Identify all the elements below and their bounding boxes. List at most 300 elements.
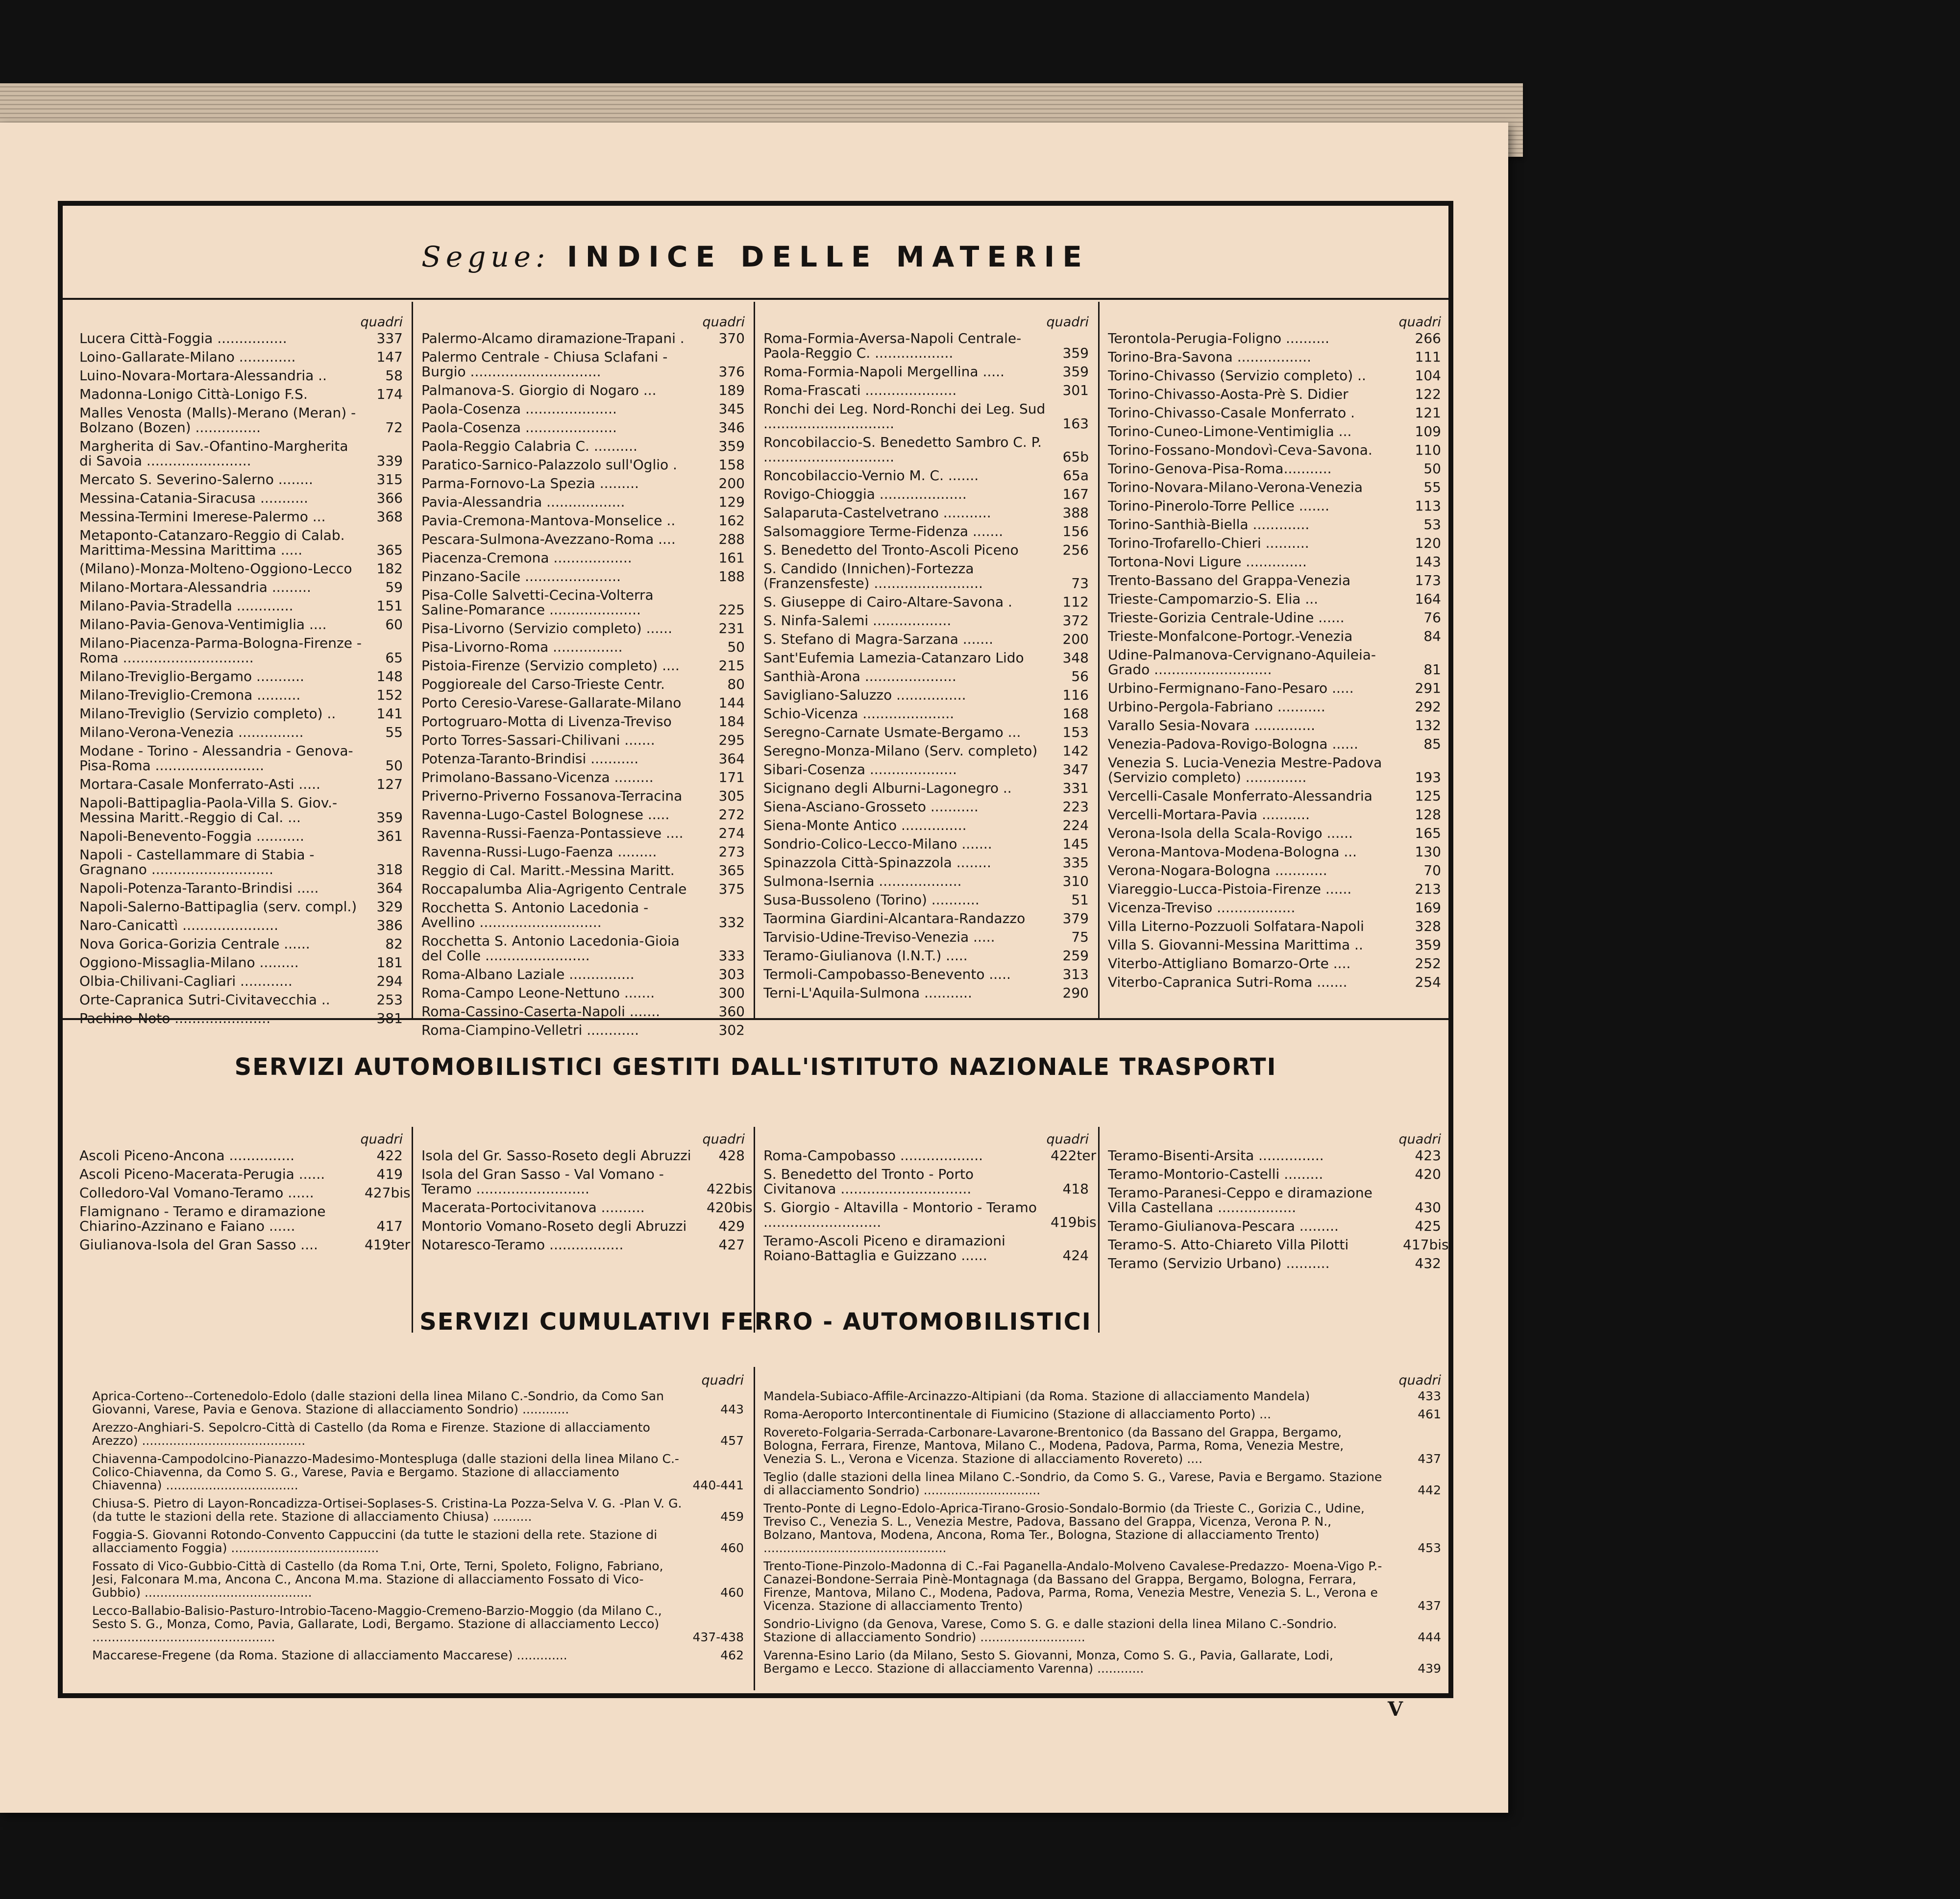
index-entry bbox=[763, 986, 1089, 1000]
cum-entry bbox=[763, 1649, 1441, 1675]
ist-entry bbox=[1108, 1237, 1449, 1253]
entry-route: Pescara-Sulmona-Avezzano-Roma .... bbox=[421, 532, 676, 547]
entry-route: Isola del Gr. Sasso-Roseto degli Abruzzi bbox=[421, 1148, 691, 1163]
index-entry bbox=[763, 632, 1089, 647]
entry-route: Varenna-Esino Lario (da Milano, Sesto S. Giovanni, Monza, Como S. G., Pavia, Gallarate, Lodi, Bergamo e Lecco. Stazione di allacciamento Varenna) ............ bbox=[763, 1649, 1333, 1675]
index-entry bbox=[1108, 737, 1441, 752]
entry-route: Milano-Treviglio-Bergamo ........... bbox=[79, 669, 304, 684]
index-entry bbox=[421, 350, 745, 379]
entry-route: S. Ninfa-Salemi .................. bbox=[763, 613, 952, 628]
entry-quadro-number: 59 bbox=[385, 579, 403, 595]
index-entry-column bbox=[79, 314, 403, 1030]
quadri-header: quadri bbox=[1046, 1132, 1089, 1147]
entry-route: S. Stefano di Magra-Sarzana ....... bbox=[763, 632, 994, 647]
entry-quadro-number: 125 bbox=[1415, 788, 1441, 804]
entry-route: Rocchetta S. Antonio Lacedonia - Avellino ............................ bbox=[421, 901, 649, 930]
index-entry bbox=[1108, 789, 1441, 803]
entry-quadro-number: 440-441 bbox=[692, 1478, 744, 1492]
entry-route: Mercato S. Severino-Salerno ........ bbox=[79, 472, 313, 487]
entry-quadro-number: 305 bbox=[718, 788, 745, 804]
entry-quadro-number: 375 bbox=[718, 881, 745, 897]
index-entry bbox=[763, 855, 1089, 870]
page-heading bbox=[63, 240, 1448, 273]
entry-route: Roma-Campobasso ................... bbox=[763, 1148, 983, 1163]
entry-route: Trieste-Campomarzio-S. Elia ... bbox=[1108, 592, 1319, 607]
entry-quadro-number: 294 bbox=[376, 973, 403, 989]
entry-route: Trieste-Gorizia Centrale-Udine ...... bbox=[1108, 610, 1345, 625]
entry-quadro-number: 432 bbox=[1415, 1255, 1441, 1271]
index-entry bbox=[1108, 629, 1441, 644]
entry-quadro-number: 381 bbox=[376, 1010, 403, 1026]
entry-route: Trento-Tione-Pinzolo-Madonna di C.-Fai Paganella-Andalo-Molveno Cavalese-Predazzo- Moena-Vigo P.-Canazei-Bondone-Serraia Pinè-Montagnaga (da Bassano del Grappa, Bergamo, Bologna, Ferrara, Firenze, Mantova, Milano C., Modena, Padova, Parma, Roma, Venezia Mestre, Venezia S. L., Verona e Vicenza. Stazione di allacciamento Trento) bbox=[763, 1559, 1382, 1612]
entry-route: Villa Literno-Pozzuoli Solfatara-Napoli bbox=[1108, 919, 1364, 934]
entry-route: Flamignano - Teramo e diramazione Chiarino-Azzinano e Faiano ...... bbox=[79, 1204, 326, 1234]
index-entry bbox=[79, 937, 403, 951]
index-entry bbox=[79, 725, 403, 740]
quadri-header: quadri bbox=[702, 315, 745, 330]
quadri-header: quadri bbox=[1398, 315, 1441, 330]
entry-quadro-number: 332 bbox=[718, 914, 745, 930]
entry-route: Vercelli-Mortara-Pavia ........... bbox=[1108, 807, 1310, 822]
entry-quadro-number: 419 bbox=[376, 1166, 403, 1182]
entry-quadro-number: 453 bbox=[1418, 1541, 1441, 1555]
entry-route: Teramo-Giulianova (I.N.T.) ..... bbox=[763, 949, 968, 963]
heading-title: INDICE DELLE MATERIE bbox=[566, 240, 1090, 273]
entry-quadro-number: 419ter bbox=[365, 1237, 411, 1253]
entry-route: Metaponto-Catanzaro-Reggio di Calab. Marittima-Messina Marittima ..... bbox=[79, 528, 345, 558]
index-entry bbox=[79, 688, 403, 703]
ist-entry bbox=[763, 1167, 1089, 1196]
entry-quadro-number: 359 bbox=[1062, 345, 1089, 361]
ist-entry bbox=[1108, 1148, 1441, 1163]
cum-entry bbox=[763, 1408, 1441, 1421]
quadri-header: quadri bbox=[1398, 1132, 1441, 1147]
entry-quadro-number: 141 bbox=[376, 706, 403, 722]
entry-quadro-number: 437 bbox=[1418, 1599, 1441, 1613]
entry-quadro-number: 427bis bbox=[365, 1185, 411, 1201]
entry-route: Roma-Albano Laziale ............... bbox=[421, 967, 635, 982]
entry-quadro-number: 152 bbox=[376, 687, 403, 703]
entry-quadro-number: 173 bbox=[1415, 572, 1441, 588]
quadri-header: quadri bbox=[360, 1132, 403, 1147]
entry-route: Colledoro-Val Vomano-Teramo ...... bbox=[79, 1186, 314, 1200]
entry-quadro-number: 459 bbox=[720, 1509, 744, 1524]
entry-quadro-number: 215 bbox=[718, 657, 745, 674]
entry-quadro-number: 128 bbox=[1415, 806, 1441, 823]
index-entry bbox=[79, 744, 403, 773]
entry-quadro-number: 328 bbox=[1415, 918, 1441, 934]
entry-quadro-number: 165 bbox=[1415, 825, 1441, 841]
index-entry bbox=[1108, 592, 1441, 607]
entry-route: Pisa-Livorno-Roma ................ bbox=[421, 640, 623, 655]
index-entry bbox=[1108, 536, 1441, 551]
entry-route: Potenza-Taranto-Brindisi ........... bbox=[421, 752, 639, 766]
entry-route: Porto Ceresio-Varese-Gallarate-Milano bbox=[421, 696, 682, 710]
entry-route: Nova Gorica-Gorizia Centrale ...... bbox=[79, 937, 310, 951]
entry-quadro-number: 368 bbox=[376, 509, 403, 525]
index-entry bbox=[1108, 845, 1441, 859]
entry-route: Mortara-Casale Monferrato-Asti ..... bbox=[79, 777, 320, 792]
entry-quadro-number: 420 bbox=[1415, 1166, 1441, 1182]
index-entry bbox=[421, 696, 745, 710]
entry-quadro-number: 301 bbox=[1062, 382, 1089, 398]
index-entry bbox=[421, 495, 745, 510]
entry-quadro-number: 419bis bbox=[1051, 1214, 1097, 1230]
entry-route: Ascoli Piceno-Macerata-Perugia ...... bbox=[79, 1167, 325, 1182]
index-entry bbox=[1108, 610, 1441, 625]
index-entry bbox=[763, 506, 1089, 520]
column-divider bbox=[754, 1367, 755, 1690]
index-entry bbox=[763, 468, 1089, 483]
entry-route: Ascoli Piceno-Ancona ............... bbox=[79, 1148, 295, 1163]
ist-entry-column bbox=[421, 1131, 753, 1256]
entry-quadro-number: 116 bbox=[1062, 687, 1089, 703]
entry-route: Ravenna-Russi-Lugo-Faenza ......... bbox=[421, 845, 657, 859]
ist-section-title: SERVIZI AUTOMOBILISTICI GESTITI DALL'ISTITUTO NAZIONALE TRASPORTI bbox=[234, 1053, 1277, 1081]
entry-route: Torino-Santhià-Biella ............. bbox=[1108, 517, 1310, 532]
entry-quadro-number: 288 bbox=[718, 531, 745, 547]
entry-quadro-number: 359 bbox=[1062, 364, 1089, 380]
entry-quadro-number: 359 bbox=[718, 438, 745, 454]
ist-entry bbox=[421, 1167, 753, 1197]
ist-entry bbox=[421, 1219, 745, 1234]
entry-quadro-number: 313 bbox=[1062, 966, 1089, 982]
index-entry bbox=[763, 651, 1089, 665]
index-entry bbox=[763, 543, 1089, 558]
cum-entry bbox=[763, 1617, 1441, 1644]
entry-quadro-number: 104 bbox=[1415, 367, 1441, 384]
entry-route: Napoli-Potenza-Taranto-Brindisi ..... bbox=[79, 881, 319, 896]
entry-quadro-number: 274 bbox=[718, 825, 745, 841]
entry-quadro-number: 386 bbox=[376, 917, 403, 933]
entry-route: Salaparuta-Castelvetrano ........... bbox=[763, 506, 991, 520]
entry-route: Teramo-Ascoli Piceno e diramazioni Roiano-Battaglia e Guizzano ...... bbox=[763, 1234, 1005, 1263]
index-entry bbox=[421, 986, 745, 1000]
index-entry bbox=[421, 733, 745, 748]
entry-quadro-number: 462 bbox=[720, 1648, 744, 1662]
cum-entry bbox=[92, 1497, 744, 1523]
entry-quadro-number: 200 bbox=[1062, 631, 1089, 647]
entry-route: Notaresco-Teramo ................. bbox=[421, 1238, 624, 1252]
index-entry bbox=[79, 580, 403, 595]
entry-quadro-number: 153 bbox=[1062, 724, 1089, 740]
entry-route: Oggiono-Missaglia-Milano ......... bbox=[79, 955, 299, 970]
entry-route: Fossato di Vico-Gubbio-Città di Castello (da Roma T.ni, Orte, Terni, Spoleto, Foligno, Fabriano, Jesi, Falconara M.ma, Ancona C., Ancona M.ma. Stazione di allacciamento Fossato di Vico-Gubbio) ........................................... bbox=[92, 1559, 663, 1599]
index-entry-column bbox=[421, 314, 745, 1042]
index-entry bbox=[1108, 480, 1441, 495]
entry-quadro-number: 80 bbox=[727, 676, 745, 692]
index-entry bbox=[79, 881, 403, 896]
index-entry bbox=[79, 617, 403, 632]
entry-route: Roma-Formia-Napoli Mergellina ..... bbox=[763, 365, 1004, 379]
entry-route: Milano-Treviglio (Servizio completo) .. bbox=[79, 706, 336, 721]
index-entry bbox=[1108, 517, 1441, 532]
index-entry bbox=[421, 901, 745, 930]
heading-prefix: Segue: bbox=[421, 240, 550, 273]
entry-quadro-number: 161 bbox=[718, 550, 745, 566]
entry-quadro-number: 56 bbox=[1071, 668, 1089, 684]
index-entry bbox=[763, 435, 1089, 464]
entry-quadro-number: 291 bbox=[1415, 680, 1441, 696]
entry-route: Margherita di Sav.-Ofantino-Margherita di Savoia ........................ bbox=[79, 439, 348, 468]
index-entry bbox=[421, 934, 745, 963]
entry-quadro-number: 365 bbox=[376, 542, 403, 558]
index-entry bbox=[1108, 648, 1441, 677]
index-entry bbox=[763, 874, 1089, 889]
entry-quadro-number: 65b bbox=[1062, 449, 1089, 465]
entry-route: Sicignano degli Alburni-Lagonegro .. bbox=[763, 781, 1012, 796]
entry-quadro-number: 256 bbox=[1062, 542, 1089, 558]
entry-quadro-number: 112 bbox=[1062, 594, 1089, 610]
index-entry bbox=[763, 383, 1089, 398]
index-entry bbox=[421, 967, 745, 982]
entry-quadro-number: 376 bbox=[718, 364, 745, 380]
entry-quadro-number: 223 bbox=[1062, 799, 1089, 815]
entry-route: Paola-Cosenza ..................... bbox=[421, 420, 617, 435]
index-entry bbox=[79, 848, 403, 877]
entry-route: Susa-Bussoleno (Torino) ........... bbox=[763, 893, 980, 907]
entry-route: Paola-Reggio Calabria C. .......... bbox=[421, 439, 637, 454]
entry-quadro-number: 442 bbox=[1418, 1483, 1441, 1497]
index-entry bbox=[1108, 331, 1441, 346]
entry-quadro-number: 65 bbox=[385, 650, 403, 666]
entry-route: Isola del Gran Sasso - Val Vomano - Teramo .......................... bbox=[421, 1167, 664, 1196]
entry-route: Malles Venosta (Malls)-Merano (Meran) -Bolzano (Bozen) ............... bbox=[79, 406, 356, 435]
quadri-header: quadri bbox=[360, 315, 403, 330]
entry-route: Sant'Eufemia Lamezia-Catanzaro Lido bbox=[763, 651, 1024, 665]
entry-route: Maccarese-Fregene (da Roma. Stazione di allacciamento Maccarese) ............. bbox=[92, 1649, 567, 1662]
ist-entry bbox=[1108, 1219, 1441, 1234]
entry-quadro-number: 162 bbox=[718, 512, 745, 529]
entry-quadro-number: 437 bbox=[1418, 1452, 1441, 1466]
entry-route: Udine-Palmanova-Cervignano-Aquileia-Grado ........................... bbox=[1108, 648, 1376, 677]
entry-route: Teramo-S. Atto-Chiareto Villa Pilotti bbox=[1108, 1238, 1349, 1252]
index-entry bbox=[421, 458, 745, 472]
column-divider bbox=[412, 1127, 413, 1333]
entry-quadro-number: 429 bbox=[718, 1218, 745, 1234]
entry-route: Trieste-Monfalcone-Portogr.-Venezia bbox=[1108, 629, 1353, 644]
entry-quadro-number: 339 bbox=[376, 453, 403, 469]
index-entry bbox=[421, 383, 745, 398]
entry-route: Roma-Aeroporto Intercontinentale di Fiumicino (Stazione di allacciamento Porto) ... bbox=[763, 1408, 1272, 1421]
entry-quadro-number: 76 bbox=[1423, 609, 1441, 626]
column-divider bbox=[412, 302, 413, 1018]
entry-quadro-number: 420bis bbox=[707, 1199, 753, 1216]
entry-route: Napoli-Benevento-Foggia ........... bbox=[79, 829, 304, 844]
entry-route: Roma-Frascati ..................... bbox=[763, 383, 957, 398]
entry-route: Macerata-Portocivitanova .......... bbox=[421, 1200, 645, 1215]
entry-quadro-number: 346 bbox=[718, 419, 745, 436]
entry-route: Pachino-Noto ...................... bbox=[79, 1011, 271, 1026]
index-entry bbox=[1108, 956, 1441, 971]
entry-quadro-number: 75 bbox=[1071, 929, 1089, 945]
index-entry bbox=[1108, 681, 1441, 696]
index-entry bbox=[1108, 499, 1441, 513]
entry-quadro-number: 72 bbox=[385, 419, 403, 436]
entry-route: Reggio di Cal. Maritt.-Messina Maritt. bbox=[421, 863, 675, 878]
entry-quadro-number: 50 bbox=[385, 757, 403, 774]
ist-entry bbox=[1108, 1167, 1441, 1182]
entry-quadro-number: 181 bbox=[376, 954, 403, 971]
entry-route: Teramo-Bisenti-Arsita ............... bbox=[1108, 1148, 1324, 1163]
entry-quadro-number: 127 bbox=[376, 776, 403, 792]
index-entry bbox=[763, 331, 1089, 361]
entry-route: Milano-Piacenza-Parma-Bologna-Firenze -Roma .............................. bbox=[79, 636, 362, 665]
top-rule bbox=[63, 298, 1448, 300]
index-entry bbox=[1108, 826, 1441, 841]
entry-route: Terontola-Perugia-Foligno .......... bbox=[1108, 331, 1330, 346]
index-entry bbox=[421, 331, 745, 346]
entry-quadro-number: 53 bbox=[1423, 516, 1441, 533]
index-entry bbox=[421, 770, 745, 785]
entry-route: Siena-Asciano-Grosseto ........... bbox=[763, 800, 979, 814]
index-entry bbox=[79, 350, 403, 365]
entry-quadro-number: 156 bbox=[1062, 523, 1089, 539]
entry-route: Roma-Campo Leone-Nettuno ....... bbox=[421, 986, 655, 1000]
entry-quadro-number: 295 bbox=[718, 732, 745, 748]
quadri-header: quadri bbox=[701, 1373, 744, 1388]
index-entry bbox=[763, 781, 1089, 796]
entry-quadro-number: 50 bbox=[727, 639, 745, 655]
entry-quadro-number: 425 bbox=[1415, 1218, 1441, 1234]
cum-entry bbox=[92, 1604, 744, 1644]
entry-quadro-number: 379 bbox=[1062, 910, 1089, 926]
entry-quadro-number: 290 bbox=[1062, 985, 1089, 1001]
index-entry bbox=[79, 561, 403, 576]
ist-entry bbox=[79, 1237, 411, 1253]
entry-quadro-number: 430 bbox=[1415, 1199, 1441, 1216]
index-entry bbox=[763, 402, 1089, 431]
index-entry bbox=[79, 636, 403, 665]
middle-rule bbox=[63, 1018, 1448, 1020]
index-entry bbox=[1108, 863, 1441, 878]
entry-route: Rovigo-Chioggia .................... bbox=[763, 487, 967, 502]
entry-route: Naro-Canicattì ...................... bbox=[79, 918, 278, 933]
index-entry bbox=[763, 800, 1089, 814]
cum-entry bbox=[92, 1389, 744, 1416]
index-entry bbox=[763, 595, 1089, 609]
entry-quadro-number: 461 bbox=[1418, 1407, 1441, 1421]
entry-quadro-number: 182 bbox=[376, 560, 403, 577]
index-entry bbox=[1108, 700, 1441, 714]
entry-quadro-number: 273 bbox=[718, 844, 745, 860]
entry-route: Ronchi dei Leg. Nord-Ronchi dei Leg. Sud .............................. bbox=[763, 402, 1046, 431]
entry-quadro-number: 129 bbox=[718, 494, 745, 510]
entry-quadro-number: 460 bbox=[720, 1541, 744, 1555]
entry-route: Roma-Formia-Aversa-Napoli Centrale- Paola-Reggio C. .................. bbox=[763, 331, 1022, 361]
index-entry bbox=[421, 826, 745, 841]
entry-route: Torino-Pinerolo-Torre Pellice ....... bbox=[1108, 499, 1330, 513]
entry-route: Teramo (Servizio Urbano) .......... bbox=[1108, 1256, 1330, 1271]
entry-route: Roncobilaccio-Vernio M. C. ....... bbox=[763, 468, 979, 483]
index-entry bbox=[421, 439, 745, 454]
index-entry bbox=[763, 762, 1089, 777]
entry-quadro-number: 58 bbox=[385, 367, 403, 384]
entry-quadro-number: 225 bbox=[718, 602, 745, 618]
cum-entry bbox=[92, 1528, 744, 1555]
cum-entry-column bbox=[763, 1372, 1441, 1680]
index-entry bbox=[763, 967, 1089, 982]
index-entry bbox=[421, 621, 745, 636]
entry-quadro-number: 65a bbox=[1063, 467, 1089, 484]
index-entry bbox=[79, 829, 403, 844]
entry-route: Viterbo-Attigliano Bomarzo-Orte .... bbox=[1108, 956, 1351, 971]
index-entry bbox=[79, 777, 403, 792]
index-entry bbox=[1108, 573, 1441, 588]
index-entry bbox=[79, 900, 403, 914]
entry-route: Viareggio-Lucca-Pistoia-Firenze ...... bbox=[1108, 882, 1352, 897]
index-entry bbox=[763, 524, 1089, 539]
entry-route: Milano-Treviglio-Cremona .......... bbox=[79, 688, 301, 703]
index-entry bbox=[763, 561, 1089, 591]
entry-quadro-number: 55 bbox=[1423, 479, 1441, 495]
column-divider bbox=[1098, 1127, 1100, 1333]
entry-quadro-number: 292 bbox=[1415, 699, 1441, 715]
index-entry bbox=[763, 949, 1089, 963]
entry-route: Sibari-Cosenza .................... bbox=[763, 762, 957, 777]
entry-route: S. Benedetto del Tronto-Ascoli Piceno bbox=[763, 543, 1019, 558]
entry-route: Palmanova-S. Giorgio di Nogaro ... bbox=[421, 383, 657, 398]
entry-quadro-number: 423 bbox=[1415, 1147, 1441, 1164]
index-entry bbox=[421, 714, 745, 729]
entry-route: Pinzano-Sacile ...................... bbox=[421, 569, 621, 584]
entry-quadro-number: 302 bbox=[718, 1022, 745, 1038]
index-entry bbox=[421, 658, 745, 673]
entry-quadro-number: 109 bbox=[1415, 423, 1441, 439]
entry-route: Tortona-Novi Ligure .............. bbox=[1108, 555, 1307, 569]
entry-quadro-number: 361 bbox=[376, 828, 403, 844]
entry-quadro-number: 315 bbox=[376, 471, 403, 487]
entry-route: Primolano-Bassano-Vicenza ......... bbox=[421, 770, 654, 785]
entry-route: Termoli-Campobasso-Benevento ..... bbox=[763, 967, 1011, 982]
index-entry bbox=[421, 640, 745, 655]
entry-route: Milano-Verona-Venezia ............... bbox=[79, 725, 304, 740]
entry-quadro-number: 443 bbox=[720, 1402, 744, 1416]
entry-route: Ravenna-Russi-Faenza-Pontassieve .... bbox=[421, 826, 684, 841]
ist-entry bbox=[763, 1200, 1097, 1230]
entry-route: Luino-Novara-Mortara-Alessandria .. bbox=[79, 368, 327, 383]
index-entry bbox=[421, 513, 745, 528]
entry-quadro-number: 168 bbox=[1062, 706, 1089, 722]
entry-quadro-number: 460 bbox=[720, 1585, 744, 1600]
index-entry bbox=[1108, 387, 1441, 402]
entry-quadro-number: 110 bbox=[1415, 442, 1441, 458]
entry-route: Parma-Fornovo-La Spezia ......... bbox=[421, 476, 639, 491]
entry-route: Piacenza-Cremona .................. bbox=[421, 551, 632, 565]
entry-quadro-number: 121 bbox=[1415, 405, 1441, 421]
entry-quadro-number: 310 bbox=[1062, 873, 1089, 889]
entry-quadro-number: 428 bbox=[718, 1147, 745, 1164]
entry-quadro-number: 300 bbox=[718, 985, 745, 1001]
entry-quadro-number: 130 bbox=[1415, 844, 1441, 860]
entry-quadro-number: 145 bbox=[1062, 836, 1089, 852]
quadri-header: quadri bbox=[1046, 315, 1089, 330]
entry-route: Torino-Chivasso-Aosta-Prè S. Didier bbox=[1108, 387, 1348, 402]
entry-quadro-number: 418 bbox=[1062, 1181, 1089, 1197]
cum-entry bbox=[92, 1559, 744, 1599]
entry-route: Aprica-Corteno--Cortenedolo-Edolo (dalle stazioni della linea Milano C.-Sondrio, da Como San Giovanni, Varese, Pavia e Genova. Stazione di allacciamento Sondrio) ............ bbox=[92, 1389, 664, 1416]
entry-quadro-number: 337 bbox=[376, 330, 403, 346]
quadri-header: quadri bbox=[1398, 1373, 1441, 1388]
ist-entry bbox=[79, 1167, 403, 1182]
entry-quadro-number: 148 bbox=[376, 668, 403, 684]
entry-quadro-number: 213 bbox=[1415, 881, 1441, 897]
entry-quadro-number: 366 bbox=[376, 490, 403, 506]
entry-route: Torino-Bra-Savona ................. bbox=[1108, 350, 1311, 365]
index-entry bbox=[421, 845, 745, 859]
index-entry bbox=[79, 918, 403, 933]
entry-route: Siena-Monte Antico ............... bbox=[763, 818, 967, 833]
